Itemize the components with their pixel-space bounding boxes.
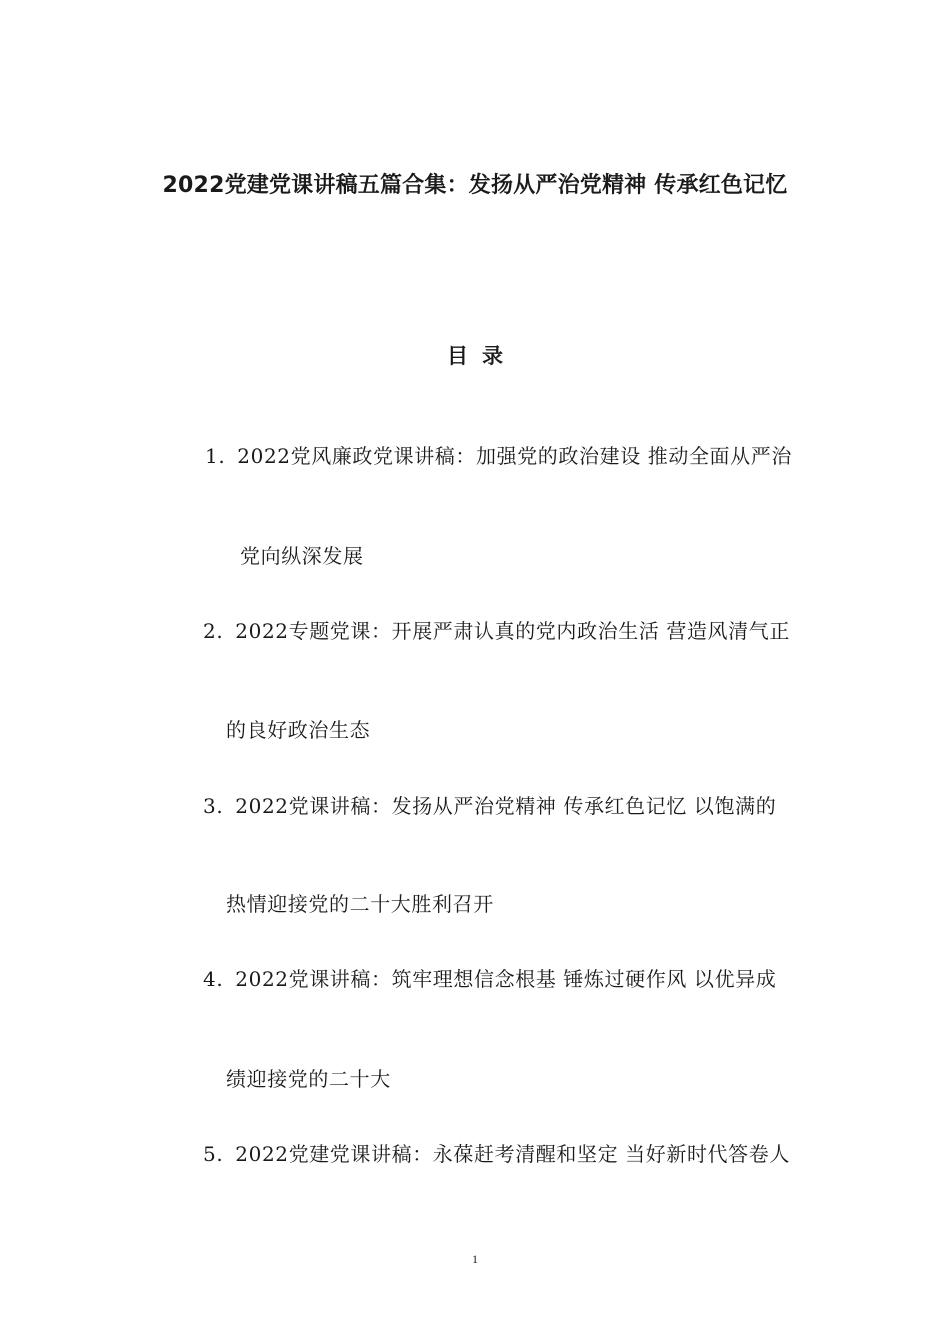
toc-item-1-line2: 党向纵深发展 (240, 544, 364, 568)
toc-item-4-text: 2022党课讲稿：筑牢理想信念根基 锤炼过硬作风 以优异成 (235, 967, 777, 991)
toc-item-4-number: 4. (203, 967, 224, 991)
toc-item-5-text: 2022党建党课讲稿：永葆赶考清醒和坚定 当好新时代答卷人 (235, 1142, 790, 1166)
toc-heading: 目录 (447, 343, 517, 368)
toc-item-1-line1 (205, 440, 792, 469)
toc-item-3-text: 2022党课讲稿：发扬从严治党精神 传承红色记忆 以饱满的 (235, 794, 777, 818)
toc-item-1-text: 2022党风廉政党课讲稿：加强党的政治建设 推动全面从严治 (237, 444, 792, 468)
page-number: 1 (472, 1252, 478, 1266)
toc-item-3-line1 (203, 790, 776, 819)
toc-item-2-line2: 的良好政治生态 (226, 718, 371, 742)
toc-item-2-number: 2. (203, 619, 224, 643)
toc-item-3-line2: 热情迎接党的二十大胜利召开 (226, 892, 494, 916)
toc-item-5-line1 (203, 1138, 790, 1167)
toc-item-3-number: 3. (203, 794, 224, 818)
toc-item-2-line1 (203, 615, 790, 644)
toc-item-1-number: 1. (205, 444, 226, 468)
toc-item-2-text: 2022专题党课：开展严肃认真的党内政治生活 营造风清气正 (235, 619, 790, 643)
toc-item-4-line1 (203, 963, 776, 992)
toc-item-4-line2: 绩迎接党的二十大 (226, 1067, 391, 1091)
document-title: 2022党建党课讲稿五篇合集：发扬从严治党精神 传承红色记忆 (162, 173, 788, 198)
toc-item-5-number: 5. (203, 1142, 224, 1166)
